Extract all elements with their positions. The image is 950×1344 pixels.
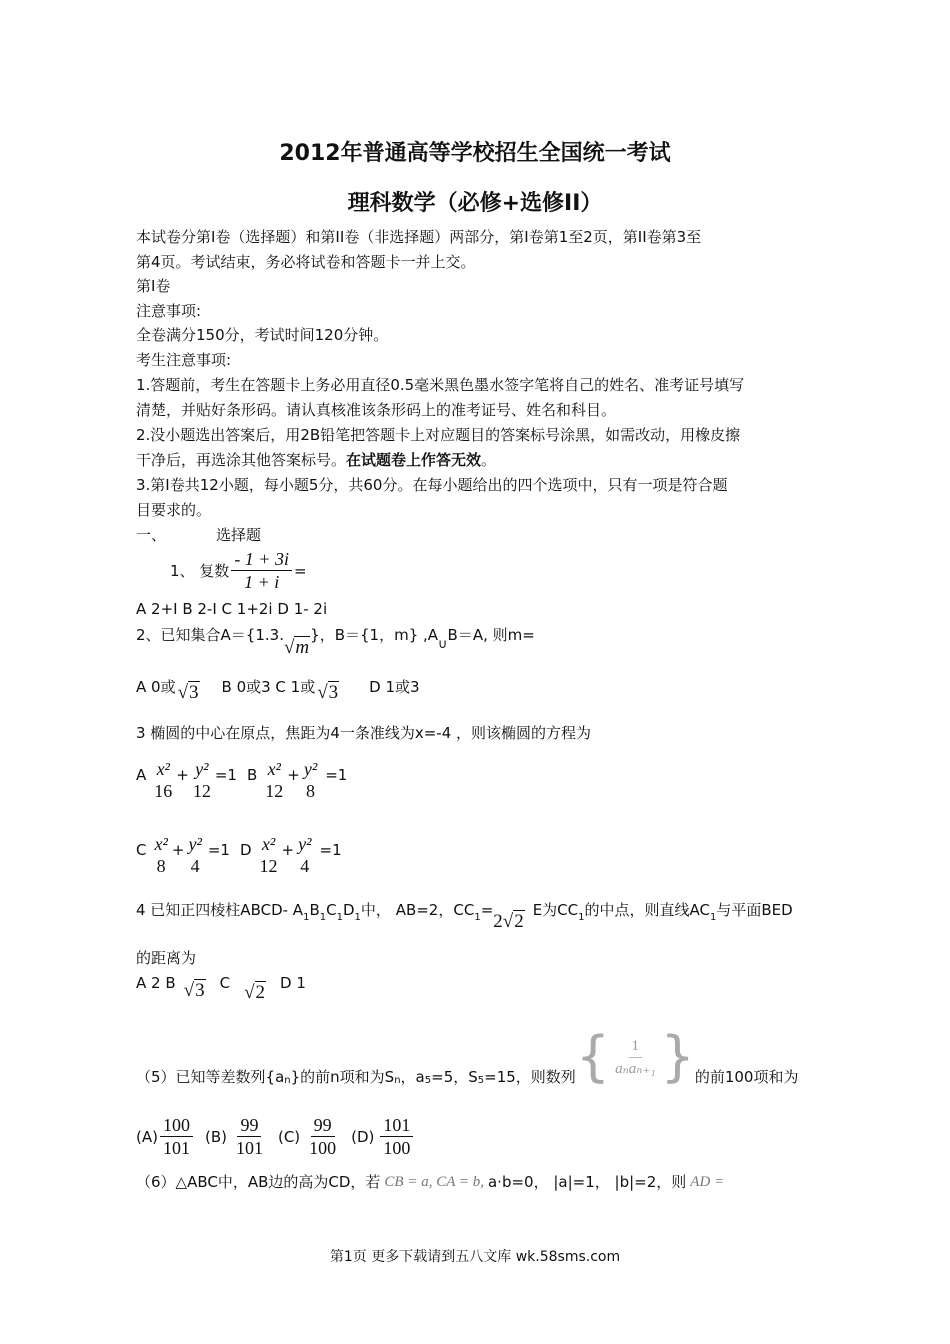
note-2-line-1: 2.没小题选出答案后，用2B铅笔把答题卡上对应题目的答案标号涂黑，如需改动，用橡皮擦 xyxy=(136,426,741,444)
exam-subtitle: 理科数学（必修+选修II） xyxy=(347,191,603,216)
q2-suffix: B＝A, 则m= xyxy=(447,626,535,644)
q2-option-a: A 0或 xyxy=(136,678,176,696)
note-2-plain: 干净后，再选涂其他答案标号。 xyxy=(136,451,347,469)
q3-b-frac-x: x² 12 xyxy=(265,759,284,801)
q3-options-ab xyxy=(136,758,347,802)
q5-label-d: (D) xyxy=(351,1127,375,1146)
q3-label-a: A xyxy=(136,766,147,784)
question-6-stem xyxy=(136,1171,724,1193)
q3-c-eq: =1 xyxy=(207,841,230,859)
note-2-bold-warning: 在试题卷上作答无效 xyxy=(346,451,482,469)
section-number: 一、 xyxy=(136,526,167,544)
exam-notes-heading: 考生注意事项: xyxy=(136,351,232,369)
q3-a-eq: =1 xyxy=(214,766,237,784)
q2-option-b-c: B 0或3 C 1或 xyxy=(221,678,316,696)
q3-c-frac-x: x² 8 xyxy=(154,834,168,876)
q2-middle: }，B＝{1，m} ,A xyxy=(310,626,439,644)
question-3-stem: 3 椭圆的中心在原点，焦距为4一条准线为x=-4 ，则该椭圆的方程为 xyxy=(136,724,592,742)
q5-sequence-image: { $\frac{1}{\text{aₙaₙ₊₁}}$ } xyxy=(575,1025,695,1088)
q6-stem-a: （6）△ABC中，AB边的高为CD，若 xyxy=(136,1173,381,1191)
q1-options: A 2+I B 2-I C 1+2i D 1- 2i xyxy=(136,600,328,618)
q2-union-symbol: ∪ xyxy=(438,637,448,652)
q2-prefix: 2、已知集合A＝{1.3. xyxy=(136,626,284,644)
q5-label-b: (B) xyxy=(204,1127,227,1146)
note-2-end: 。 xyxy=(481,451,497,469)
q4-stem-line-2: 的距离为 xyxy=(136,949,197,967)
q1-suffix: = xyxy=(293,561,307,580)
page-footer: 第1页 更多下载请到五八文库 wk.58sms.com xyxy=(329,1249,621,1265)
q3-label-b: B xyxy=(246,766,258,784)
q4-option-d: D 1 xyxy=(280,974,306,992)
q6-vector-ad-image: AD = xyxy=(690,1174,725,1190)
section-label: 选择题 xyxy=(216,526,262,544)
q4-option-a-b: A 2 B xyxy=(136,974,176,992)
q5-stem-a: （5）已知等差数列{a xyxy=(136,1068,285,1086)
section-heading xyxy=(136,524,261,546)
q4-sqrt3: √3 xyxy=(183,980,205,1001)
q3-a-frac-y: y² 12 xyxy=(192,759,211,801)
q4-stem-b: 中， AB=2，CC xyxy=(360,901,475,919)
q3-c-frac-y: y² 4 xyxy=(188,834,202,876)
q4-option-c: C xyxy=(219,974,231,992)
note-1-line-2: 清楚，并贴好条形码。请认真核准该条形码上的准考证号、姓名和科目。 xyxy=(136,401,617,419)
q2-sqrt-m: √m xyxy=(283,637,310,658)
q1-denominator: 1 + i xyxy=(244,572,280,592)
q2-options xyxy=(136,676,420,704)
q3-b-plus: + xyxy=(287,766,300,784)
q5-c-frac: $\frac{99}{100}$ xyxy=(309,1115,337,1158)
q3-d-frac-x: x² 12 xyxy=(259,834,278,876)
q5-options xyxy=(136,1114,415,1159)
question-1-stem xyxy=(170,548,307,593)
q3-d-plus: + xyxy=(281,841,295,859)
q3-d-frac-y: y² 4 xyxy=(298,834,312,876)
q4-two-sqrt2: 2√2 xyxy=(493,911,524,932)
q5-b-frac: $\frac{99}{101}$ xyxy=(235,1115,263,1158)
q2-sqrt3-c: √3 xyxy=(317,682,339,703)
q1-numerator: - 1 + 3i xyxy=(231,548,292,571)
intro-line-1: 本试卷分第I卷（选择题）和第II卷（非选择题）两部分，第I卷第1至2页，第II卷第3至 xyxy=(136,228,702,246)
q1-fraction xyxy=(231,548,292,593)
note-3-line-1: 3.第I卷共12小题，每小题5分，共60分。在每小题给出的四个选项中，只有一项是符合题 xyxy=(136,476,728,494)
q6-vector-image: CB = a, CA = b, xyxy=(384,1174,484,1190)
q4-sqrt2: √2 xyxy=(244,982,265,1003)
q5-d-frac: $\frac{101}{100}$ xyxy=(380,1114,413,1159)
question-2-stem xyxy=(136,624,535,659)
q3-b-eq: =1 xyxy=(325,766,348,784)
question-4-stem: 4 已知正四棱柱ABCD- A $_1$ B $_1$ C $_1$ D $_1$ 中， AB=2，CC $_1$ = 2√2 E为CC $_1$ 的中点，则直线AC $_1$ 与平面BED xyxy=(136,901,793,932)
q4-stem-a: 4 已知正四棱柱ABCD- A xyxy=(136,901,304,919)
score-line: 全卷满分150分，考试时间120分钟。 xyxy=(136,326,389,344)
q5-label-a: (A) xyxy=(136,1127,158,1146)
q5-stem-f: 的前100项和为 xyxy=(694,1068,799,1086)
q3-c-plus: + xyxy=(171,841,185,859)
q3-a-plus: + xyxy=(176,766,189,784)
notes-heading: 注意事项: xyxy=(136,302,202,320)
note-3-line-2: 目要求的。 xyxy=(136,501,212,519)
question-5-stem: （5）已知等差数列{a $_n$ }的前n项和为S $_n$ ，a $_5$ =5，S $_5$ =15，则数列 { $\frac{1}{\text{aₙaₙ₊₁}}$ } 的前100项和为 xyxy=(136,1025,799,1088)
part-label: 第I卷 xyxy=(136,277,171,295)
q3-label-c: C xyxy=(136,841,147,859)
exam-title: 2012年普通高等学校招生全国统一考试 xyxy=(279,141,671,166)
q2-sqrt3-a: √3 xyxy=(177,682,199,703)
q3-b-frac-y: y² 8 xyxy=(303,759,318,801)
q2-option-d: D 1或3 xyxy=(369,678,420,696)
q1-prefix: 1、 复数 xyxy=(170,561,230,580)
q3-d-eq: =1 xyxy=(319,841,342,859)
q4-stem-d: E为CC xyxy=(532,901,579,919)
q6-stem-b: a·b=0， |a|=1， |b|=2，则 xyxy=(487,1173,687,1191)
q3-label-d: D xyxy=(239,841,252,859)
note-2-line-2 xyxy=(136,449,496,471)
note-1-line-1: 1.答题前，考生在答题卡上务必用直径0.5毫米黑色墨水签字笔将自己的姓名、准考证号填写 xyxy=(136,376,745,394)
q3-options-cd xyxy=(136,833,342,877)
q4-options xyxy=(136,972,306,1004)
q5-label-c: (C) xyxy=(277,1127,301,1146)
intro-line-2: 第4页。考试结束，务必将试卷和答题卡一并上交。 xyxy=(136,253,476,271)
q3-a-frac-x: x² 16 xyxy=(154,759,173,801)
q5-a-frac: $\frac{100}{101}$ xyxy=(160,1114,193,1159)
